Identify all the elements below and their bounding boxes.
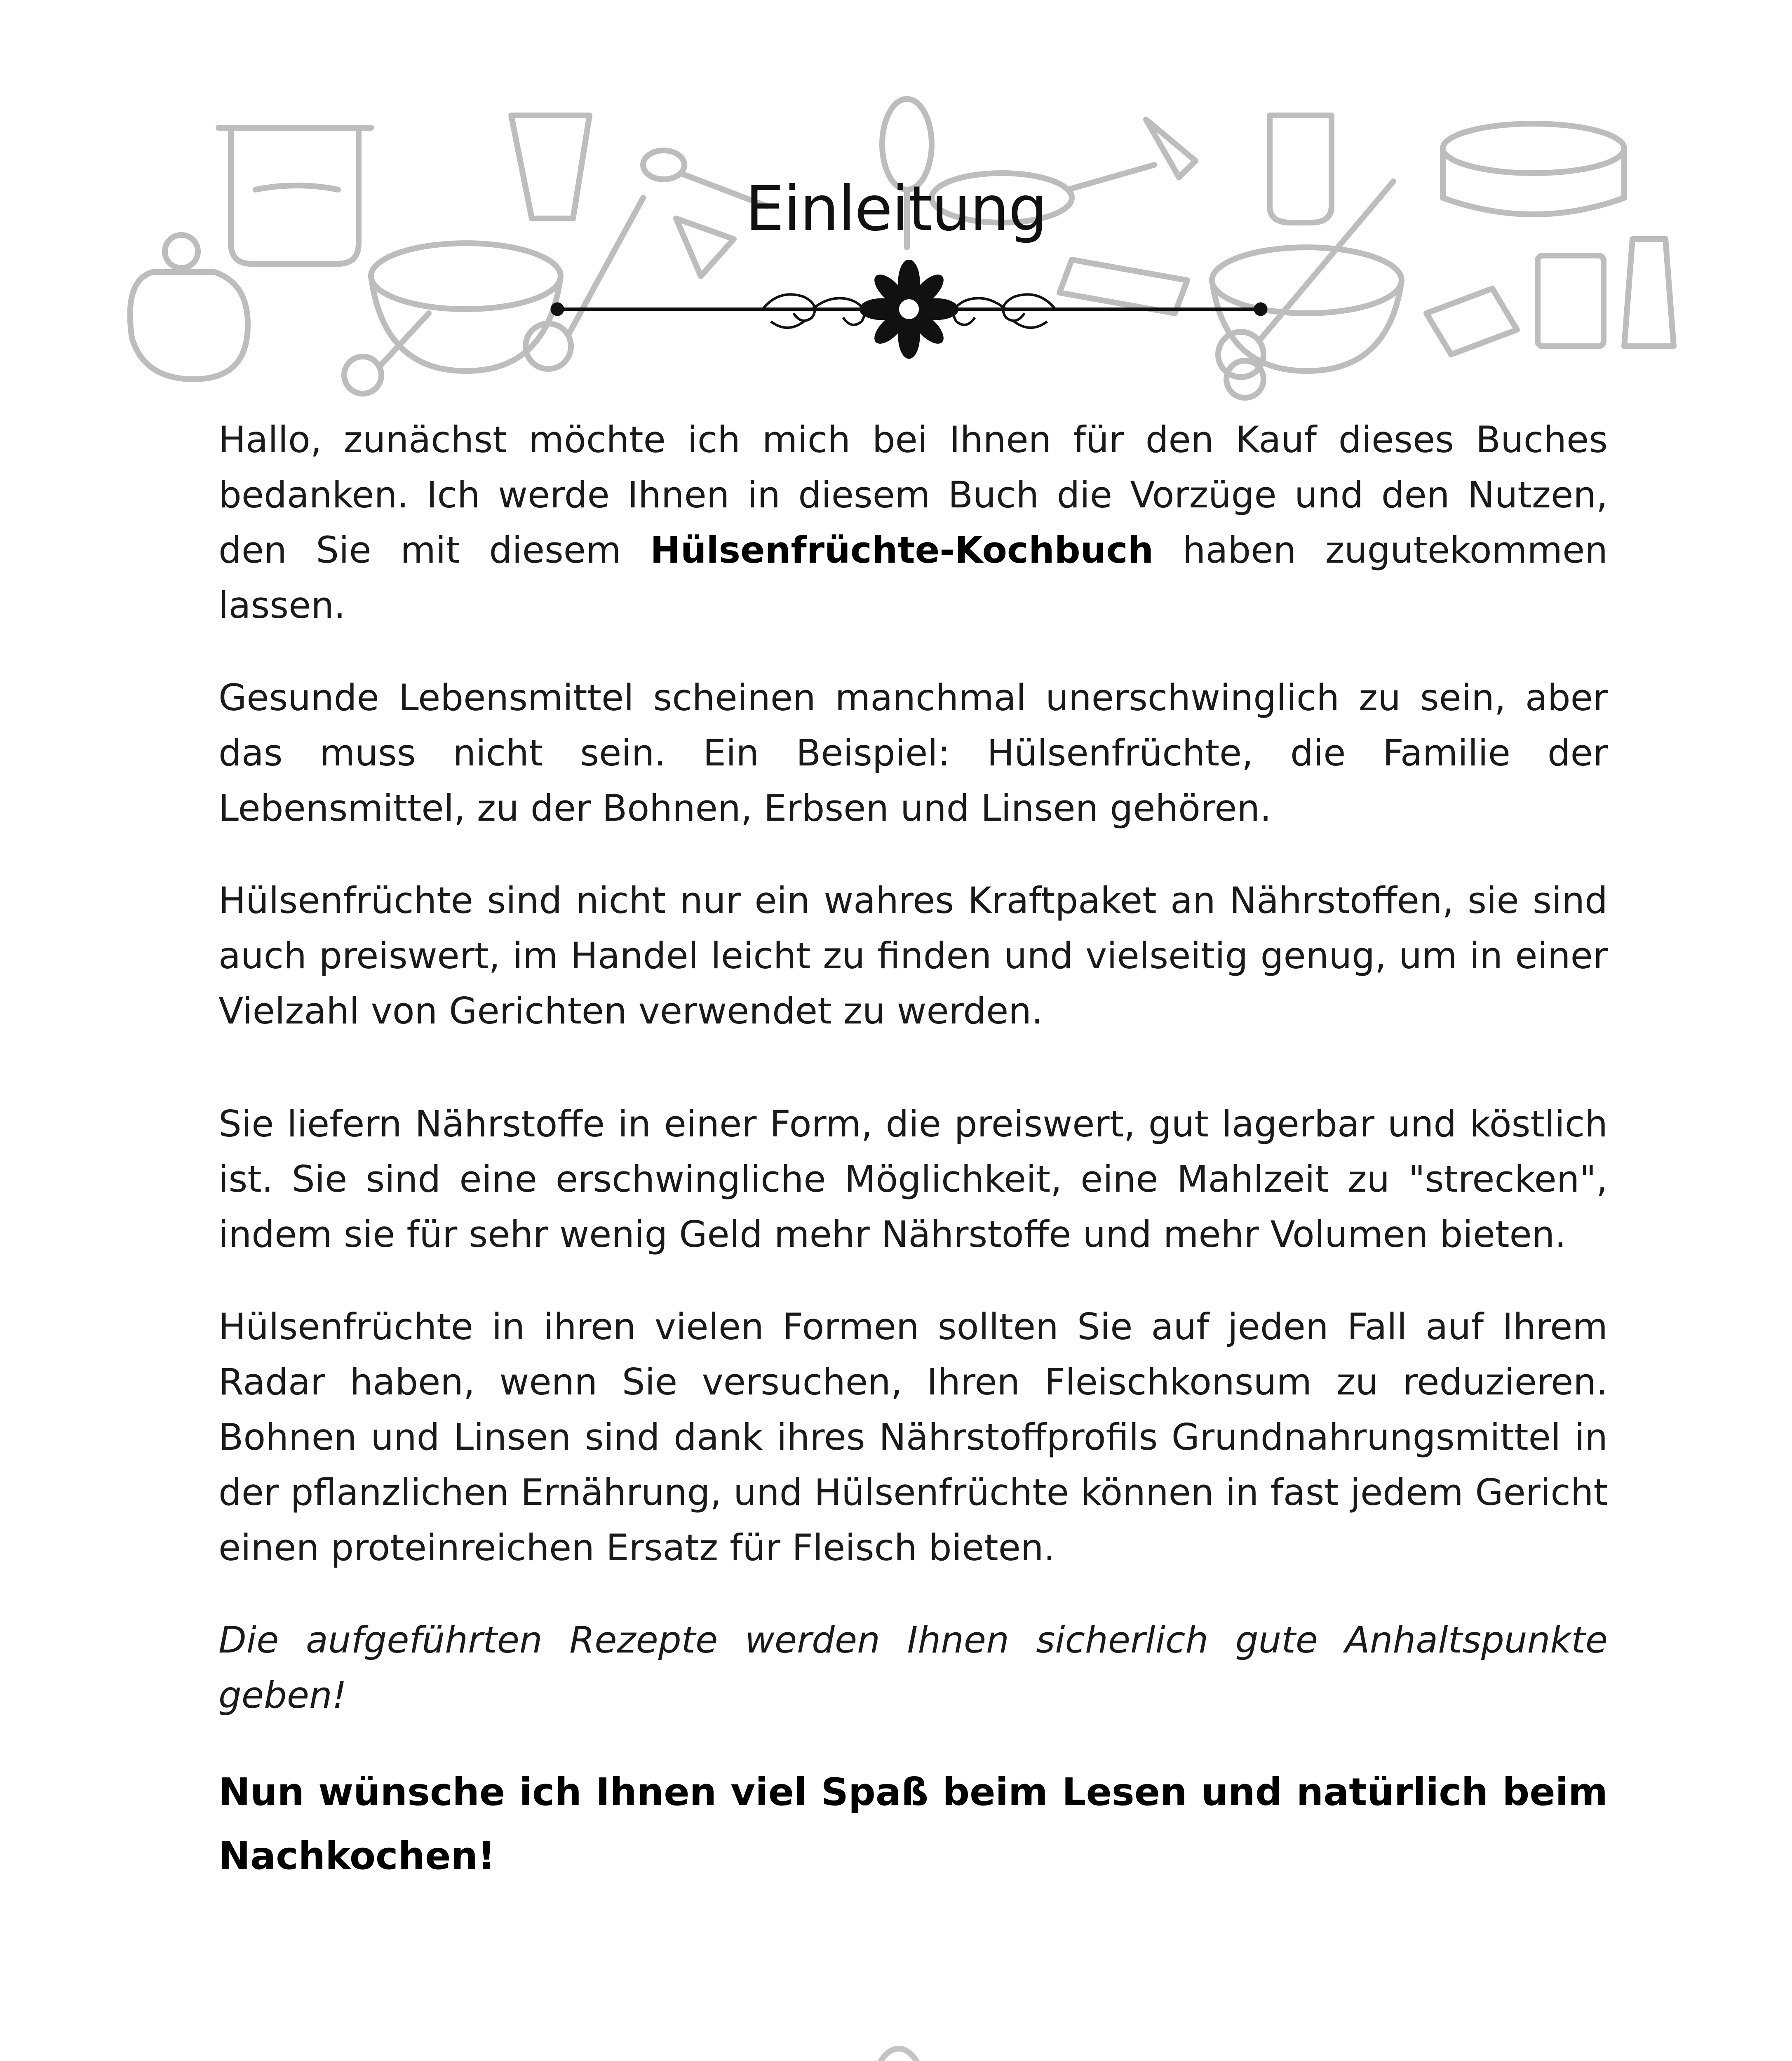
paragraph-2: Gesunde Lebensmittel scheinen manchmal unerschwinglich zu sein, aber das muss nicht sein. Ein Beispiel: Hülsenfrüchte, die Familie der Lebensmittel, zu der Bohnen, Erbsen und Linsen gehören.	[218, 676, 1608, 829]
paragraph-3: Hülsenfrüchte sind nicht nur ein wahres Kraftpaket an Nährstoffen, sie sind auch preiswert, im Handel leicht zu finden und vielseitig genug, um in einer Vielzahl von Gerichten verwendet zu werden.	[218, 879, 1608, 1032]
book-title-bold: Hülsenfrüchte-Kochbuch	[650, 529, 1154, 571]
paragraph-1	[218, 412, 1608, 633]
flower-divider-icon	[548, 260, 1270, 367]
paragraph-5: Hülsenfrüchte in ihren vielen Formen sollten Sie auf jeden Fall auf Ihrem Radar haben, wenn Sie versuchen, Ihren Fleischkonsum zu reduzieren. Bohnen und Linsen sind dank ihres Nährstoffprofils Grundnahrungsmittel in der pflanzlichen Ernährung, und Hülsenfrüchte können in fast jedem Gericht einen proteinreichen Ersatz für Fleisch bieten.	[218, 1305, 1608, 1569]
paragraph-1-text-end: haben zugutekommen lassen.	[218, 529, 1608, 627]
introduction-body	[218, 412, 1608, 1925]
paragraph-1-text: Hallo, zunächst möchte ich mich bei Ihnen für den Kauf dieses Buches bedanken. Ich werde Ihnen in diesem Buch die Vorzüge und den Nutzen, den Sie mit diesem	[218, 418, 1608, 571]
kitchen-doodle-background-bottom	[0, 2040, 1792, 2061]
closing-statement: Nun wünsche ich Ihnen viel Spaß beim Lesen und natürlich beim Nachkochen!	[218, 1770, 1608, 1878]
page-title: Einleitung	[745, 173, 1047, 245]
ornament-divider-svg	[548, 260, 1270, 367]
kitchen-doodles-icon	[0, 2040, 1792, 2061]
paragraph-italic-note: Die aufgeführten Rezepte werden Ihnen sicherlich gute Anhaltspunkte geben!	[218, 1619, 1608, 1716]
paragraph-4: Sie liefern Nährstoffe in einer Form, die preiswert, gut lagerbar und köstlich ist. Sie sind eine erschwingliche Möglichkeit, eine Mahlzeit zu "strecken", indem sie für sehr wenig Geld mehr Nährstoffe und mehr Volumen bieten.	[218, 1103, 1608, 1256]
